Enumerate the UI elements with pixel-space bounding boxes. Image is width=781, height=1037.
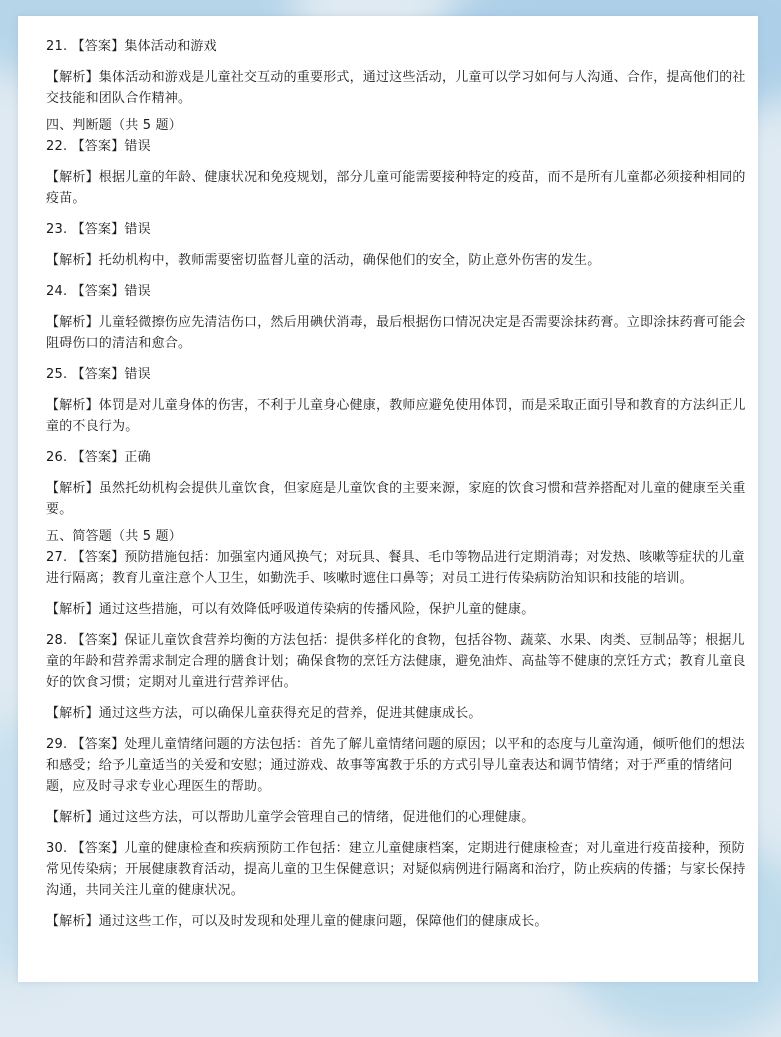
document-content bbox=[46, 36, 746, 932]
analysis-24: 【解析】儿童轻微擦伤应先清洁伤口，然后用碘伏消毒，最后根据伤口情况决定是否需要涂抹药膏。立即涂抹药膏可能会阻碍伤口的清洁和愈合。 bbox=[46, 315, 746, 351]
analysis-28: 【解析】通过这些方法，可以确保儿童获得充足的营养，促进其健康成长。 bbox=[46, 706, 482, 721]
answer-27: 27. 【答案】预防措施包括：加强室内通风换气；对玩具、餐具、毛巾等物品进行定期消毒；对发热、咳嗽等症状的儿童进行隔离；教育儿童注意个人卫生，如勤洗手、咳嗽时遮住口鼻等；对员工进行传染病防治知识和技能的培训。 bbox=[46, 550, 745, 586]
analysis-22: 【解析】根据儿童的年龄、健康状况和免疫规划，部分儿童可能需要接种特定的疫苗，而不是所有儿童都必须接种相同的疫苗。 bbox=[46, 170, 746, 206]
answer-23: 23. 【答案】错误 bbox=[46, 222, 151, 237]
answer-21: 21. 【答案】集体活动和游戏 bbox=[46, 39, 217, 54]
analysis-27: 【解析】通过这些措施，可以有效降低呼吸道传染病的传播风险，保护儿童的健康。 bbox=[46, 602, 535, 617]
analysis-25: 【解析】体罚是对儿童身体的伤害，不利于儿童身心健康，教师应避免使用体罚，而是采取正面引导和教育的方法纠正儿童的不良行为。 bbox=[46, 398, 746, 434]
section-title-judgement: 四、判断题（共 5 题） bbox=[46, 118, 182, 133]
answer-30: 30. 【答案】儿童的健康检查和疾病预防工作包括：建立儿童健康档案，定期进行健康检查；对儿童进行疫苗接种，预防常见传染病；开展健康教育活动，提高儿童的卫生保健意识；对疑似病例进行隔离和治疗，防止疾病的传播；与家长保持沟通，共同关注儿童的健康状况。 bbox=[46, 841, 746, 898]
analysis-26: 【解析】虽然托幼机构会提供儿童饮食，但家庭是儿童饮食的主要来源，家庭的饮食习惯和营养搭配对儿童的健康至关重要。 bbox=[46, 481, 746, 517]
answer-22: 22. 【答案】错误 bbox=[46, 139, 151, 154]
analysis-21: 【解析】集体活动和游戏是儿童社交互动的重要形式，通过这些活动，儿童可以学习如何与人沟通、合作，提高他们的社交技能和团队合作精神。 bbox=[46, 70, 746, 106]
analysis-30: 【解析】通过这些工作，可以及时发现和处理儿童的健康问题，保障他们的健康成长。 bbox=[46, 914, 548, 929]
answer-24: 24. 【答案】错误 bbox=[46, 284, 151, 299]
answer-28: 28. 【答案】保证儿童饮食营养均衡的方法包括：提供多样化的食物，包括谷物、蔬菜、水果、肉类、豆制品等；根据儿童的年龄和营养需求制定合理的膳食计划；确保食物的烹饪方法健康，避免油炸、高盐等不健康的烹饪方式；教育儿童良好的饮食习惯；定期对儿童进行营养评估。 bbox=[46, 633, 746, 690]
answer-26: 26. 【答案】正确 bbox=[46, 450, 151, 465]
analysis-23: 【解析】托幼机构中，教师需要密切监督儿童的活动，确保他们的安全，防止意外伤害的发生。 bbox=[46, 253, 601, 268]
analysis-29: 【解析】通过这些方法，可以帮助儿童学会管理自己的情绪，促进他们的心理健康。 bbox=[46, 810, 535, 825]
answer-25: 25. 【答案】错误 bbox=[46, 367, 151, 382]
answer-29: 29. 【答案】处理儿童情绪问题的方法包括：首先了解儿童情绪问题的原因；以平和的态度与儿童沟通，倾听他们的想法和感受；给予儿童适当的关爱和安慰；通过游戏、故事等寓教于乐的方式引导儿童表达和调节情绪；对于严重的情绪问题，应及时寻求专业心理医生的帮助。 bbox=[46, 737, 745, 794]
section-title-short-answer: 五、简答题（共 5 题） bbox=[46, 529, 182, 544]
